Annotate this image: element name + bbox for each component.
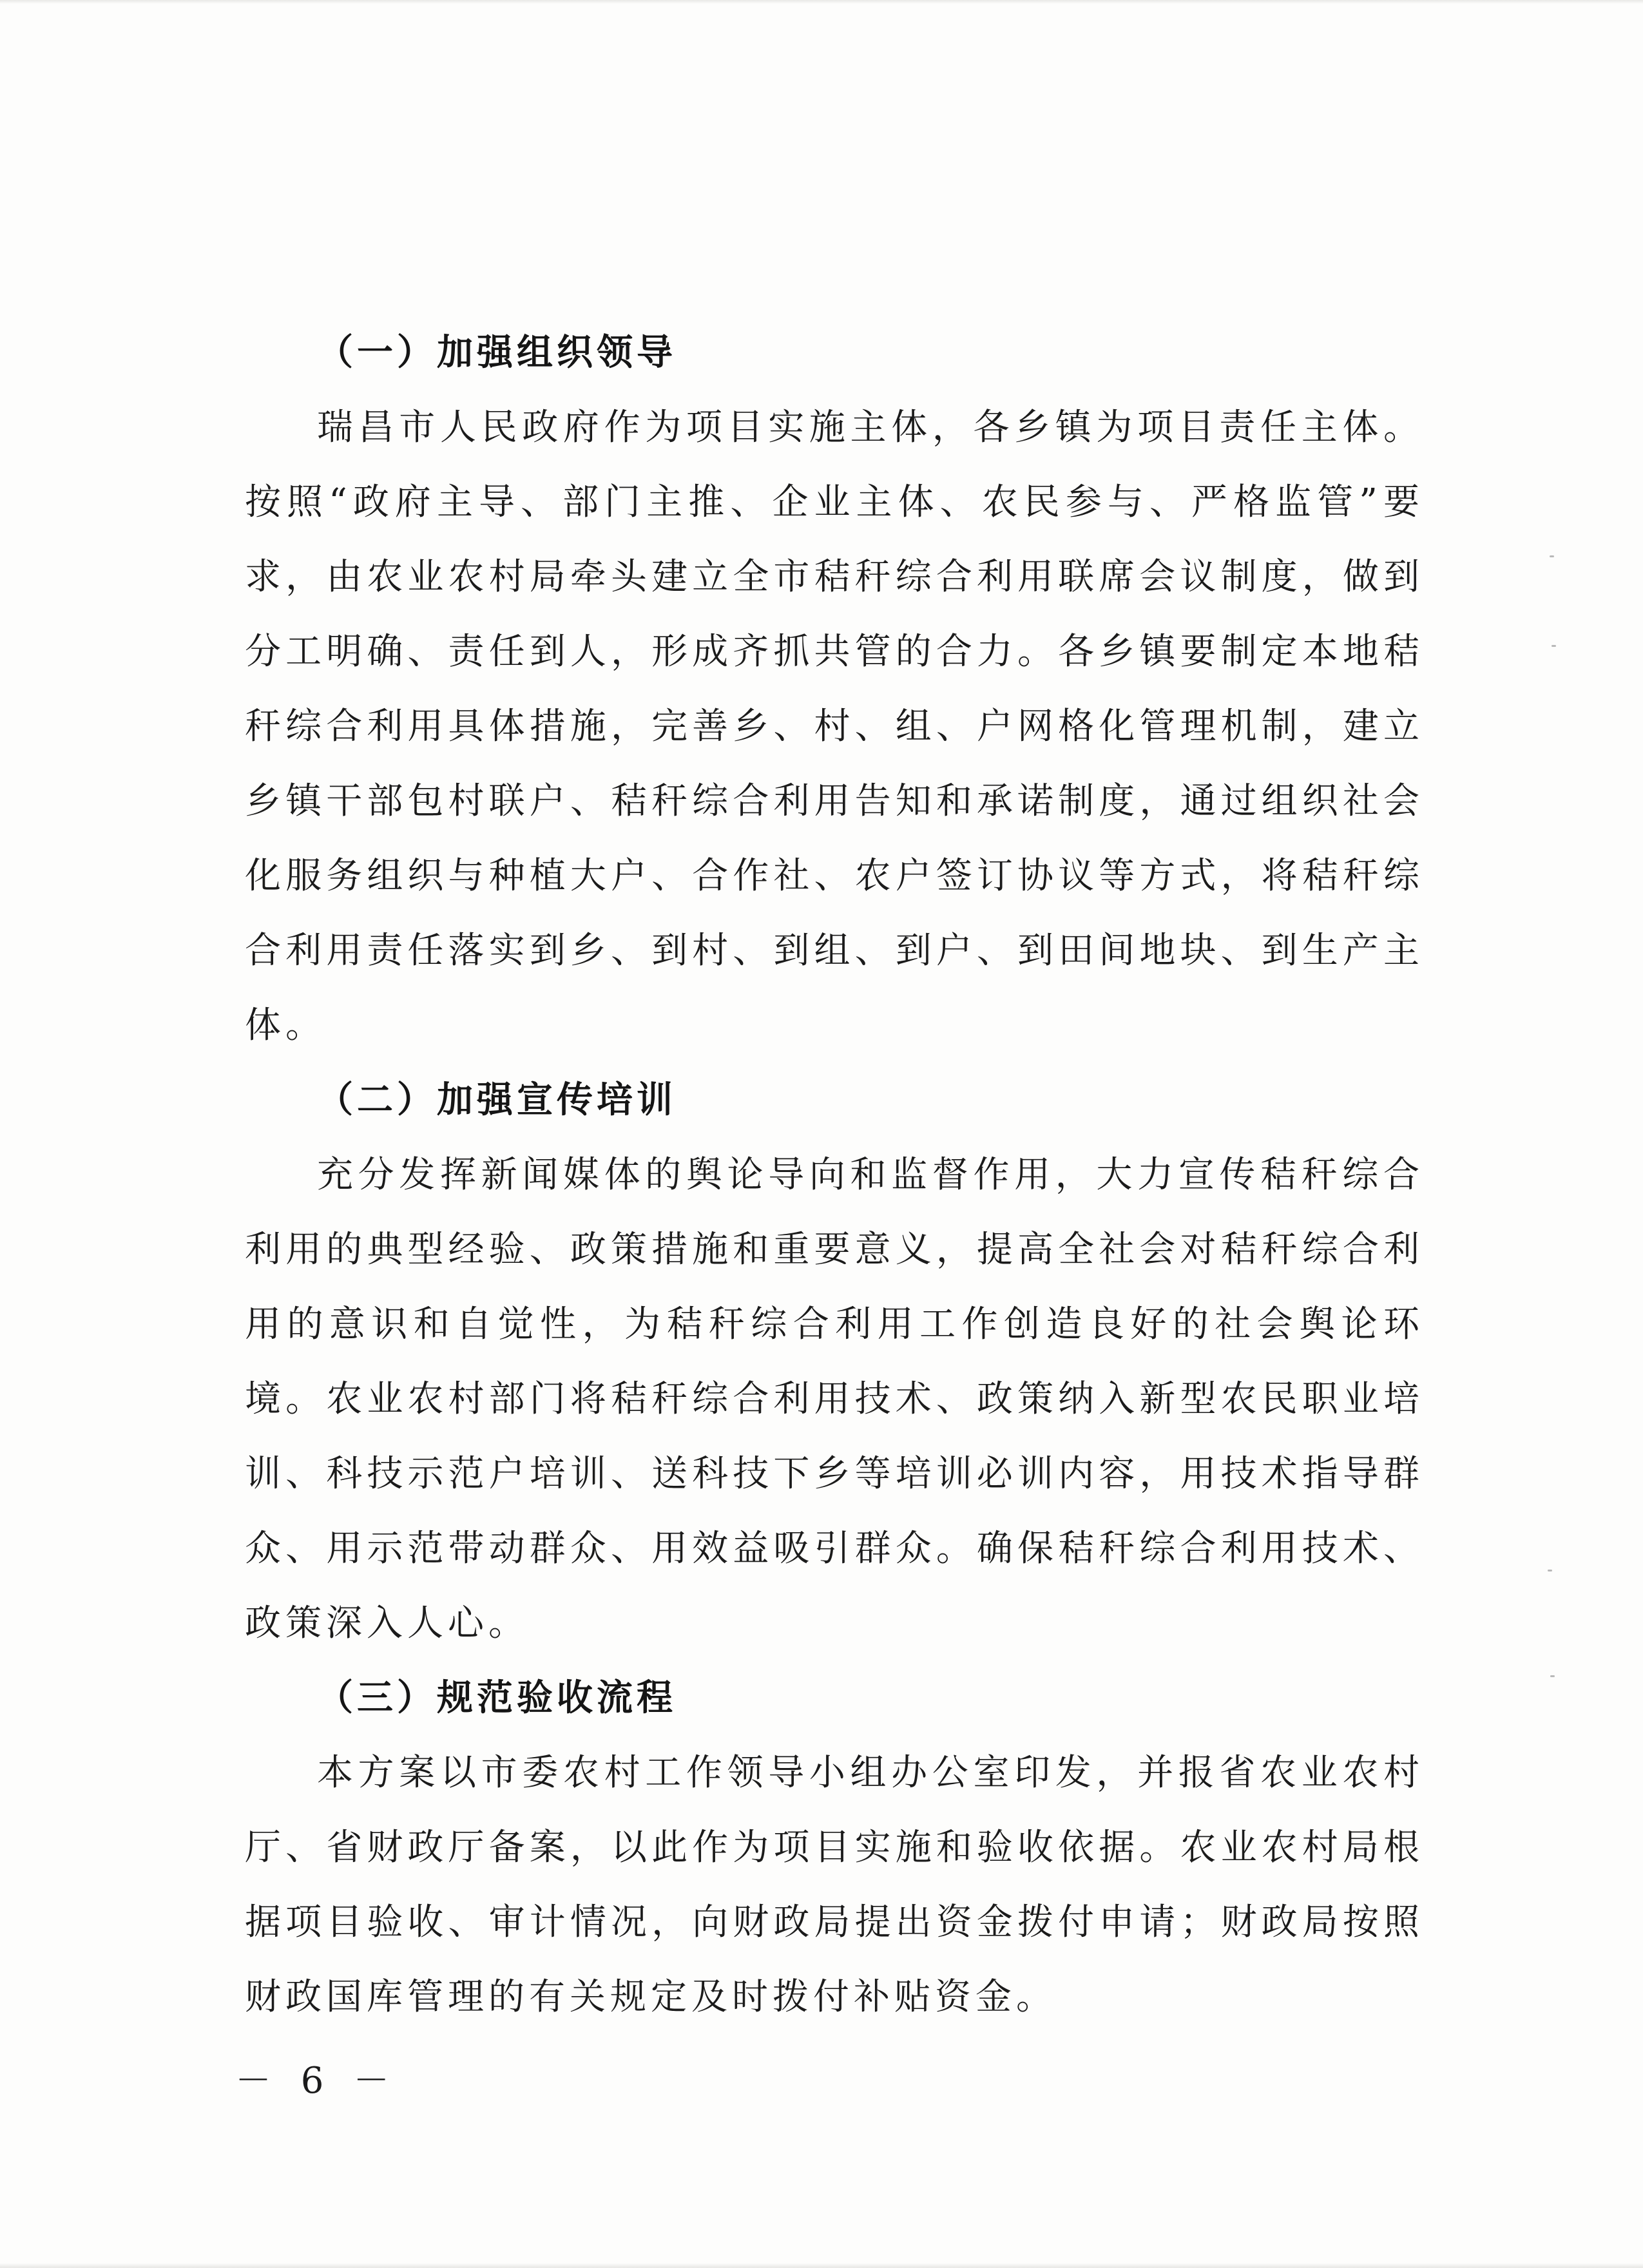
document-body [245,316,1424,2035]
section-paragraph-1: 瑞昌市人民政府作为项目实施主体，各乡镇为项目责任主体。按照“政府主导、部门主推、企业主体、农民参与、严格监管”要求，由农业农村局牵头建立全市秸秆综合利用联席会议制度，做到分工明确、责任到人，形成齐抓共管的合力。各乡镇要制定本地秸秆综合利用具体措施，完善乡、村、组、户网格化管理机制，建立乡镇干部包村联户、秸秆综合利用告知和承诺制度，通过组织社会化服务组织与种植大户、合作社、农户签订协议等方式，将秸秆综合利用责任落实到乡、到村、到组、到户、到田间地块、到生产主体。 [245,407,1424,1046]
section-heading-1: （一）加强组织领导 [317,332,677,374]
scan-edge-top [0,0,1643,4]
section-paragraph-3: 本方案以市委农村工作领导小组办公室印发，并报省农业农村厅、省财政厅备案，以此作为项目实施和验收依据。农业农村局根据项目验收、审计情况，向财政局提出资金拨付申请；财政局按照财政国库管理的有关规定及时拨付补贴资金。 [245,1752,1424,2018]
section-paragraph-2: 充分发挥新闻媒体的舆论导向和监督作用，大力宣传秸秆综合利用的典型经验、政策措施和重要意义，提高全社会对秸秆综合利用的意识和自觉性，为秸秆综合利用工作创造良好的社会舆论环境。农业农村部门将秸秆综合利用技术、政策纳入新型农民职业培训、科技示范户培训、送科技下乡等培训必训内容，用技术指导群众、用示范带动群众、用效益吸引群众。确保秸秆综合利用技术、政策深入人心。 [245,1154,1424,1644]
scan-speck [1550,1675,1555,1677]
scan-speck [1550,555,1554,557]
scan-speck [1548,1570,1552,1571]
scan-edge-bottom [0,2263,1643,2268]
page-number: － 6 － [235,2060,399,2102]
section-heading-2: （二）加强宣传培训 [317,1079,677,1121]
scan-speck [1552,645,1556,647]
section-heading-3: （三）规范验收流程 [317,1677,677,1719]
